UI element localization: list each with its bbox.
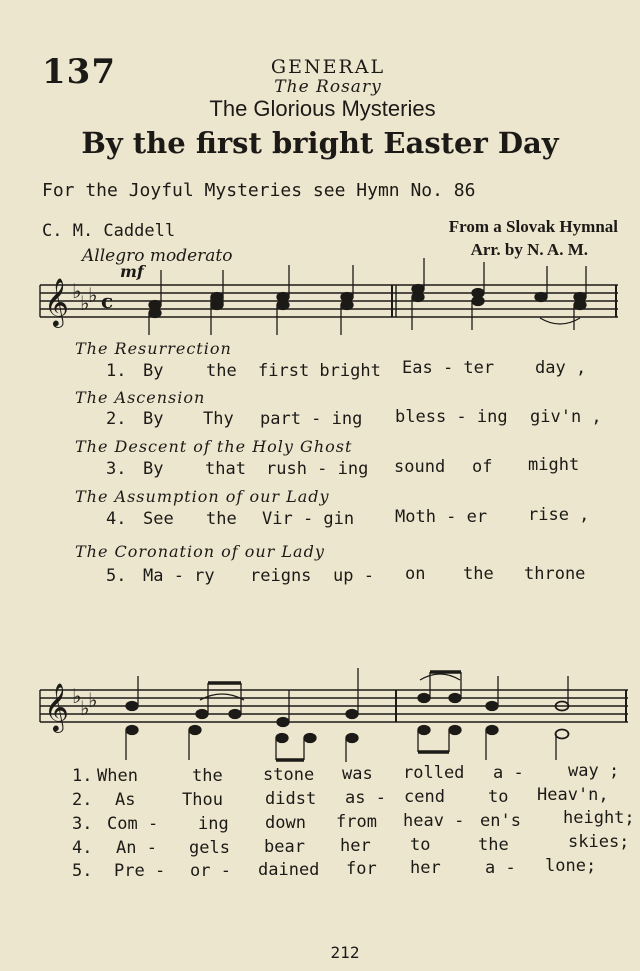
lyric-syllable: rush - ing: [266, 459, 369, 479]
source-credit: From a Slovak Hymnal: [448, 217, 618, 236]
lyric-syllable: Vir - gin: [262, 509, 355, 529]
lyric-syllable: height;: [563, 808, 635, 828]
subsection-heading: The Rosary: [274, 77, 382, 97]
section-heading: GENERAL: [270, 56, 386, 78]
stanza-number: 1.: [72, 766, 93, 786]
lyric-syllable: a -: [485, 858, 516, 878]
lyric-syllable: a -: [493, 763, 524, 783]
lyric-syllable: bless - ing: [395, 407, 508, 427]
staff-1-notes: [149, 258, 586, 335]
svg-text:♭: ♭: [72, 279, 82, 303]
lyric-syllable: the: [206, 361, 237, 381]
stanza-number: 2.: [106, 409, 127, 429]
page-number: 212: [330, 943, 360, 962]
lyric-syllable: When: [97, 766, 138, 786]
lyric-syllable: gels: [189, 838, 230, 858]
svg-text:♭: ♭: [72, 684, 82, 708]
lyric-syllable: en's: [480, 811, 521, 831]
lyric-syllable: rise ,: [528, 505, 590, 525]
lyric-syllable: Moth - er: [395, 507, 488, 527]
lyric-syllable: throne: [524, 564, 586, 584]
lyric-syllable: Heav'n,: [537, 785, 609, 805]
lyric-syllable: first bright: [258, 361, 381, 381]
hymn-number: 137: [42, 52, 116, 92]
lyric-syllable: the: [478, 835, 509, 855]
stanza-number: 3.: [106, 459, 127, 479]
lyric-syllable: or -: [190, 861, 231, 881]
lyric-syllable: skies;: [568, 832, 630, 852]
arranger-credit: Arr. by N. A. M.: [470, 240, 588, 259]
lyric-syllable: on: [405, 564, 426, 584]
svg-text:♭: ♭: [88, 688, 98, 712]
lyric-syllable: sound: [394, 457, 446, 477]
mystery-label-4: The Assumption of our Lady: [75, 487, 330, 506]
lyric-syllable: was: [342, 764, 373, 784]
lyric-syllable: As: [115, 790, 136, 810]
lyric-syllable: her: [410, 858, 441, 878]
lyric-syllable: An -: [116, 838, 157, 858]
common-time-icon: c: [101, 289, 114, 313]
svg-text:♭: ♭: [80, 291, 90, 315]
staff-2-notes: [126, 668, 569, 762]
lyric-syllable: from: [336, 812, 377, 832]
treble-clef-icon: 𝄞: [44, 682, 69, 731]
cross-reference-note: For the Joyful Mysteries see Hymn No. 86: [42, 180, 476, 201]
lyric-syllable: Ma - ry: [143, 566, 215, 586]
composer-credit: C. M. Caddell: [42, 221, 176, 241]
lyric-syllable: the: [192, 766, 223, 786]
lyric-syllable: See: [143, 509, 174, 529]
lyric-syllable: By: [143, 459, 164, 479]
mystery-label-5: The Coronation of our Lady: [75, 542, 325, 561]
lyric-syllable: part - ing: [260, 409, 363, 429]
lyric-syllable: cend: [404, 787, 445, 807]
lyric-syllable: the: [206, 509, 237, 529]
lyric-syllable: reigns: [250, 566, 312, 586]
mystery-label-2: The Ascension: [75, 388, 206, 407]
stanza-number: 2.: [72, 790, 93, 810]
stanza-number: 4.: [106, 509, 127, 529]
lyric-syllable: giv'n ,: [530, 407, 602, 427]
tempo-marking: Allegro moderato: [82, 246, 233, 266]
lyric-syllable: stone: [263, 765, 315, 785]
stanza-number: 3.: [72, 814, 93, 834]
lyric-syllable: didst: [265, 789, 317, 809]
mystery-label-1: The Resurrection: [75, 339, 232, 358]
lyric-syllable: rolled: [403, 763, 465, 783]
lyric-syllable: Eas - ter: [402, 358, 495, 378]
svg-text:♭: ♭: [88, 283, 98, 307]
lyric-syllable: ing: [198, 814, 229, 834]
mysteries-heading: The Glorious Mysteries: [209, 96, 436, 121]
lyric-syllable: Com -: [107, 814, 159, 834]
lyric-syllable: might: [528, 455, 580, 475]
lyric-syllable: bear: [264, 837, 305, 857]
dynamic-marking: mf: [120, 262, 144, 281]
lyric-syllable: up -: [333, 566, 374, 586]
stanza-number: 4.: [72, 838, 93, 858]
lyric-syllable: By: [143, 361, 164, 381]
lyric-syllable: dained: [258, 860, 320, 880]
lyric-syllable: of: [472, 457, 493, 477]
lyric-syllable: the: [463, 564, 494, 584]
lyric-syllable: By: [143, 409, 164, 429]
treble-clef-icon: 𝄞: [44, 277, 69, 326]
lyric-syllable: to: [410, 835, 431, 855]
lyric-syllable: lone;: [545, 856, 597, 876]
mystery-label-3: The Descent of the Holy Ghost: [75, 437, 353, 456]
lyric-syllable: Pre -: [114, 861, 166, 881]
stanza-number: 1.: [106, 361, 127, 381]
lyric-syllable: for: [346, 859, 377, 879]
lyric-syllable: heav -: [403, 811, 465, 831]
lyric-syllable: to: [488, 787, 509, 807]
lyric-syllable: day ,: [535, 358, 587, 378]
stanza-number: 5.: [72, 861, 93, 881]
stanza-number: 5.: [106, 566, 127, 586]
lyric-syllable: down: [265, 813, 306, 833]
lyric-syllable: her: [340, 836, 371, 856]
lyric-syllable: Thy: [203, 409, 234, 429]
svg-text:♭: ♭: [80, 696, 90, 720]
lyric-syllable: way ;: [568, 761, 620, 781]
lyric-syllable: Thou: [182, 790, 223, 810]
lyric-syllable: as -: [345, 788, 386, 808]
lyric-syllable: that: [205, 459, 246, 479]
hymn-title: By the first bright Easter Day: [81, 126, 559, 160]
